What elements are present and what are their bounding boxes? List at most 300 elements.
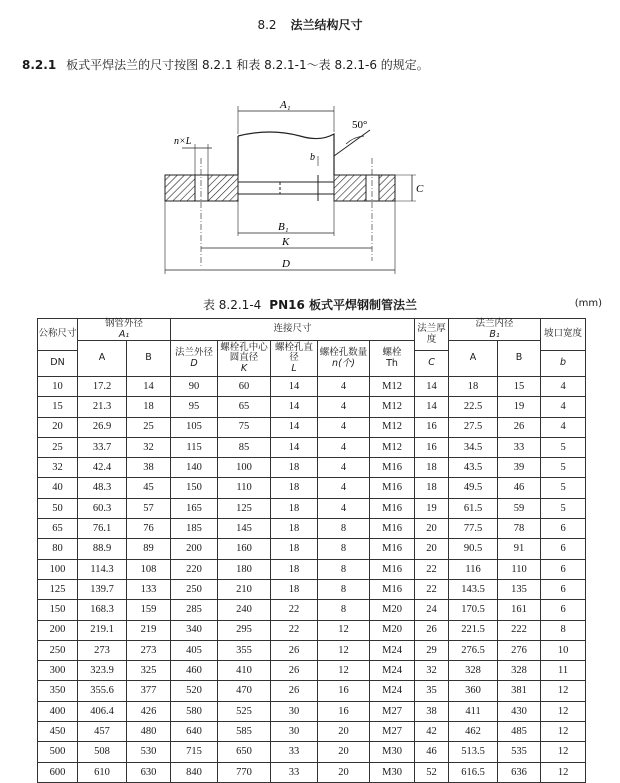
section-title-text: 法兰结构尺寸 [290, 18, 363, 32]
table-cell: 18 [415, 458, 449, 478]
table-row [38, 661, 586, 681]
table-cell: 650 [218, 742, 271, 762]
table-number: 表 8.2.1-4 [202, 298, 262, 312]
label-B1: B₁ [278, 221, 289, 233]
table-cell: 90.5 [449, 539, 498, 559]
table-cell: 159 [127, 600, 171, 620]
table-cell: M12 [370, 377, 415, 397]
table-cell: 110 [498, 559, 541, 579]
table-cell: 18 [271, 539, 318, 559]
table-row [38, 620, 586, 640]
table-cell: 14 [271, 397, 318, 417]
table-cell: 150 [38, 600, 78, 620]
table-cell: 360 [449, 681, 498, 701]
header-nominal-size: 公称尺寸 [38, 319, 78, 351]
table-cell: 61.5 [449, 498, 498, 518]
header-groove-width: 坡口宽度 [541, 319, 586, 351]
table-cell: 14 [271, 417, 318, 437]
table-cell: 4 [541, 377, 586, 397]
table-cell: 220 [171, 559, 218, 579]
table-cell: 14 [271, 377, 318, 397]
table-cell: 18 [415, 478, 449, 498]
table-row [38, 579, 586, 599]
table-cell: 32 [38, 458, 78, 478]
table-cell: 105 [171, 417, 218, 437]
table-cell: 8 [318, 539, 370, 559]
table-row [38, 417, 586, 437]
table-cell: 240 [218, 600, 271, 620]
table-cell: 46 [498, 478, 541, 498]
table-cell: 180 [218, 559, 271, 579]
table-cell: 4 [318, 498, 370, 518]
table-cell: 160 [218, 539, 271, 559]
table-cell: 30 [271, 722, 318, 742]
table-cell: 40 [38, 478, 78, 498]
table-cell: 16 [415, 437, 449, 457]
table-cell: 18 [271, 579, 318, 599]
table-cell: 616.5 [449, 762, 498, 782]
table-cell: 219 [127, 620, 171, 640]
table-cell: M12 [370, 397, 415, 417]
table-cell: 133 [127, 579, 171, 599]
table-cell: 4 [318, 397, 370, 417]
table-cell: 840 [171, 762, 218, 782]
table-cell: 350 [38, 681, 78, 701]
table-cell: M24 [370, 681, 415, 701]
table-cell: 26.9 [78, 417, 127, 437]
table-cell: M16 [370, 498, 415, 518]
table-cell: 460 [171, 661, 218, 681]
table-cell: M16 [370, 478, 415, 498]
table-cell: 12 [541, 742, 586, 762]
table-cell: 462 [449, 722, 498, 742]
table-row [38, 722, 586, 742]
table-cell: 8 [541, 620, 586, 640]
table-title: PN16 板式平焊钢制管法兰 [269, 298, 418, 312]
table-cell: 50 [38, 498, 78, 518]
table-cell: 91 [498, 539, 541, 559]
table-cell: 42.4 [78, 458, 127, 478]
table-cell: 355 [218, 640, 271, 660]
table-cell: 85 [218, 437, 271, 457]
table-cell: 170.5 [449, 600, 498, 620]
table-cell: 276 [498, 640, 541, 660]
table-row [38, 478, 586, 498]
table-cell: 4 [318, 478, 370, 498]
table-cell: 12 [541, 681, 586, 701]
table-cell: 78 [498, 519, 541, 539]
table-cell: 219.1 [78, 620, 127, 640]
table-row [38, 742, 586, 762]
table-cell: M16 [370, 519, 415, 539]
table-row [38, 681, 586, 701]
table-cell: 14 [271, 437, 318, 457]
table-row [38, 701, 586, 721]
table-cell: 520 [171, 681, 218, 701]
table-cell: 33 [498, 437, 541, 457]
table-cell: 17.2 [78, 377, 127, 397]
label-angle: 50° [352, 119, 368, 131]
table-cell: 640 [171, 722, 218, 742]
table-cell: 6 [541, 600, 586, 620]
table-cell: 11 [541, 661, 586, 681]
clause-text: 板式平焊法兰的尺寸按图 8.2.1 和表 8.2.1-1～表 8.2.1-6 的规定。 [66, 58, 429, 72]
table-cell: 450 [38, 722, 78, 742]
table-cell: 48.3 [78, 478, 127, 498]
table-cell: 377 [127, 681, 171, 701]
table-cell: 114.3 [78, 559, 127, 579]
table-cell: 485 [498, 722, 541, 742]
header-flange-thickness: 法兰厚度 [415, 319, 449, 351]
pn16-flange-table [37, 318, 586, 783]
table-row [38, 437, 586, 457]
table-row [38, 539, 586, 559]
table-cell: 60.3 [78, 498, 127, 518]
table-cell: 20 [318, 762, 370, 782]
table-cell: 26 [271, 681, 318, 701]
table-cell: 8 [318, 559, 370, 579]
table-cell: 295 [218, 620, 271, 640]
table-cell: 4 [541, 397, 586, 417]
table-cell: 600 [38, 762, 78, 782]
table-caption [0, 296, 620, 313]
table-cell: 18 [449, 377, 498, 397]
table-row [38, 762, 586, 782]
table-cell: 139.7 [78, 579, 127, 599]
table-cell: 4 [318, 377, 370, 397]
table-cell: 52 [415, 762, 449, 782]
table-cell: 210 [218, 579, 271, 599]
flange-left-inner [208, 175, 238, 201]
table-cell: 12 [318, 661, 370, 681]
section-title [0, 16, 620, 33]
table-cell: 500 [38, 742, 78, 762]
table-cell: 45 [127, 478, 171, 498]
table-cell: 5 [541, 498, 586, 518]
table-cell: 185 [171, 519, 218, 539]
table-cell: 18 [271, 519, 318, 539]
table-cell: 75 [218, 417, 271, 437]
header-flange-od: 法兰外径 D [171, 341, 218, 377]
table-cell: M16 [370, 579, 415, 599]
table-cell: 77.5 [449, 519, 498, 539]
table-cell: 535 [498, 742, 541, 762]
table-cell: M16 [370, 458, 415, 478]
table-cell: 8 [318, 579, 370, 599]
table-cell: 15 [498, 377, 541, 397]
table-cell: 10 [38, 377, 78, 397]
table-cell: M30 [370, 762, 415, 782]
table-cell: 29 [415, 640, 449, 660]
table-cell: 200 [38, 620, 78, 640]
table-cell: 38 [415, 701, 449, 721]
table-cell: 24 [415, 600, 449, 620]
table-cell: 76.1 [78, 519, 127, 539]
table-cell: 5 [541, 478, 586, 498]
table-cell: 33 [271, 762, 318, 782]
table-cell: 14 [415, 377, 449, 397]
table-cell: 59 [498, 498, 541, 518]
table-cell: 4 [318, 417, 370, 437]
table-cell: 16 [318, 701, 370, 721]
table-cell: 4 [541, 417, 586, 437]
table-cell: 168.3 [78, 600, 127, 620]
table-cell: 300 [38, 661, 78, 681]
table-cell: 143.5 [449, 579, 498, 599]
table-cell: 323.9 [78, 661, 127, 681]
table-row [38, 458, 586, 478]
table-cell: 26 [271, 661, 318, 681]
table-cell: 340 [171, 620, 218, 640]
table-row [38, 640, 586, 660]
table-cell: 27.5 [449, 417, 498, 437]
table-cell: 508 [78, 742, 127, 762]
table-cell: 6 [541, 559, 586, 579]
header-flange-id: 法兰内径 B₁ [449, 319, 541, 341]
table-cell: 25 [127, 417, 171, 437]
table-cell: 250 [38, 640, 78, 660]
table-cell: 715 [171, 742, 218, 762]
table-cell: 26 [498, 417, 541, 437]
table-cell: 20 [415, 539, 449, 559]
table-cell: 525 [218, 701, 271, 721]
table-cell: 20 [38, 417, 78, 437]
table-cell: 32 [415, 661, 449, 681]
header-bolt-count: 螺栓孔数量 n(个) [318, 341, 370, 377]
clause-paragraph [22, 56, 429, 73]
table-cell: 80 [38, 539, 78, 559]
table-row [38, 377, 586, 397]
table-cell: 20 [415, 519, 449, 539]
table-cell: 26 [415, 620, 449, 640]
table-cell: 6 [541, 579, 586, 599]
table-cell: 18 [271, 498, 318, 518]
table-cell: 100 [218, 458, 271, 478]
table-cell: 14 [415, 397, 449, 417]
table-row [38, 498, 586, 518]
table-cell: 6 [541, 519, 586, 539]
label-K: K [282, 236, 290, 248]
table-cell: 410 [218, 661, 271, 681]
table-cell: 22 [271, 600, 318, 620]
table-cell: 200 [171, 539, 218, 559]
label-b: b [310, 152, 315, 163]
table-cell: 39 [498, 458, 541, 478]
table-cell: 30 [271, 701, 318, 721]
table-cell: 18 [127, 397, 171, 417]
table-cell: 285 [171, 600, 218, 620]
table-cell: M30 [370, 742, 415, 762]
table-cell: 108 [127, 559, 171, 579]
table-cell: 470 [218, 681, 271, 701]
table-row [38, 600, 586, 620]
table-cell: 16 [318, 681, 370, 701]
table-cell: 10 [541, 640, 586, 660]
table-row [38, 559, 586, 579]
table-cell: 65 [38, 519, 78, 539]
table-cell: 426 [127, 701, 171, 721]
table-cell: 22.5 [449, 397, 498, 417]
table-cell: M20 [370, 600, 415, 620]
header-bolt: 螺栓 Th [370, 341, 415, 377]
table-cell: 580 [171, 701, 218, 721]
table-cell: M24 [370, 640, 415, 660]
table-cell: 150 [171, 478, 218, 498]
table-cell: 34.5 [449, 437, 498, 457]
table-cell: 585 [218, 722, 271, 742]
header-bolt-hole: 螺栓孔直径 L [271, 341, 318, 377]
table-cell: 19 [498, 397, 541, 417]
table-cell: 250 [171, 579, 218, 599]
table-cell: 328 [449, 661, 498, 681]
header-pipe-od: 钢管外径 A₁ [78, 319, 171, 341]
table-cell: 35 [415, 681, 449, 701]
table-cell: 135 [498, 579, 541, 599]
table-cell: 88.9 [78, 539, 127, 559]
table-cell: 273 [78, 640, 127, 660]
label-D: D [282, 258, 290, 270]
table-cell: 32 [127, 437, 171, 457]
table-cell: 12 [541, 701, 586, 721]
table-cell: M12 [370, 417, 415, 437]
header-col-B: B [127, 341, 171, 377]
label-nL: n×L [174, 136, 192, 147]
table-cell: 33.7 [78, 437, 127, 457]
table-cell: 22 [271, 620, 318, 640]
table-cell: 125 [218, 498, 271, 518]
label-A1: A₁ [280, 99, 291, 111]
table-cell: 610 [78, 762, 127, 782]
table-cell: 43.5 [449, 458, 498, 478]
pipe-outline [238, 132, 334, 175]
table-cell: 14 [127, 377, 171, 397]
header-col-A: A [78, 341, 127, 377]
table-cell: 8 [318, 519, 370, 539]
table-cell: 100 [38, 559, 78, 579]
table-cell: 405 [171, 640, 218, 660]
header-connection: 连接尺寸 [171, 319, 415, 341]
table-cell: 530 [127, 742, 171, 762]
table-cell: 38 [127, 458, 171, 478]
table-row [38, 397, 586, 417]
table-cell: 8 [318, 600, 370, 620]
table-cell: 325 [127, 661, 171, 681]
table-cell: 12 [318, 640, 370, 660]
table-cell: 19 [415, 498, 449, 518]
table-cell: 95 [171, 397, 218, 417]
table-cell: 145 [218, 519, 271, 539]
table-cell: 16 [415, 417, 449, 437]
table-cell: M16 [370, 539, 415, 559]
table-cell: 328 [498, 661, 541, 681]
table-cell: 90 [171, 377, 218, 397]
table-cell: 46 [415, 742, 449, 762]
table-cell: 49.5 [449, 478, 498, 498]
table-cell: 20 [318, 742, 370, 762]
header-col-A2: A [449, 341, 498, 377]
table-cell: 26 [271, 640, 318, 660]
table-cell: 22 [415, 579, 449, 599]
table-cell: 76 [127, 519, 171, 539]
table-cell: 12 [318, 620, 370, 640]
section-number: 8.2 [257, 18, 277, 32]
table-cell: 140 [171, 458, 218, 478]
table-cell: 125 [38, 579, 78, 599]
table-cell: 25 [38, 437, 78, 457]
table-cell: 4 [318, 437, 370, 457]
table-cell: 161 [498, 600, 541, 620]
table-cell: 110 [218, 478, 271, 498]
table-cell: 22 [415, 559, 449, 579]
table-cell: 636 [498, 762, 541, 782]
header-b: b [541, 351, 586, 377]
table-cell: M24 [370, 661, 415, 681]
flange-left-section [165, 175, 195, 201]
table-cell: 12 [541, 722, 586, 742]
table-cell: 4 [318, 458, 370, 478]
table-cell: 33 [271, 742, 318, 762]
table-cell: 273 [127, 640, 171, 660]
table-cell: 116 [449, 559, 498, 579]
header-C: C [415, 351, 449, 377]
table-cell: 355.6 [78, 681, 127, 701]
table-cell: 221.5 [449, 620, 498, 640]
table-cell: 222 [498, 620, 541, 640]
table-cell: 89 [127, 539, 171, 559]
table-cell: 513.5 [449, 742, 498, 762]
table-cell: 42 [415, 722, 449, 742]
header-col-B2: B [498, 341, 541, 377]
table-cell: 12 [541, 762, 586, 782]
table-cell: 276.5 [449, 640, 498, 660]
table-row [38, 519, 586, 539]
header-dn: DN [38, 351, 78, 377]
flange-right-section [334, 175, 366, 201]
table-cell: 457 [78, 722, 127, 742]
table-cell: 480 [127, 722, 171, 742]
table-cell: 18 [271, 478, 318, 498]
table-cell: M27 [370, 722, 415, 742]
unit-label: (mm) [574, 298, 602, 309]
table-cell: M16 [370, 559, 415, 579]
flange-diagram [150, 96, 450, 282]
table-cell: 5 [541, 437, 586, 457]
table-cell: 18 [271, 458, 318, 478]
table-cell: 770 [218, 762, 271, 782]
table-cell: 381 [498, 681, 541, 701]
table-cell: 21.3 [78, 397, 127, 417]
table-cell: 400 [38, 701, 78, 721]
table-cell: 65 [218, 397, 271, 417]
table-cell: 430 [498, 701, 541, 721]
table-cell: 6 [541, 539, 586, 559]
table-cell: 165 [171, 498, 218, 518]
table-cell: 630 [127, 762, 171, 782]
label-C: C [416, 183, 424, 195]
table-cell: 18 [271, 559, 318, 579]
table-cell: 60 [218, 377, 271, 397]
header-bolt-circle: 螺栓孔中心圆直径 K [218, 341, 271, 377]
table-cell: 57 [127, 498, 171, 518]
table-cell: 115 [171, 437, 218, 457]
table-cell: M12 [370, 437, 415, 457]
table-cell: 15 [38, 397, 78, 417]
clause-number: 8.2.1 [22, 58, 57, 72]
table-cell: 20 [318, 722, 370, 742]
table-cell: M27 [370, 701, 415, 721]
table-cell: 5 [541, 458, 586, 478]
table-cell: 406.4 [78, 701, 127, 721]
